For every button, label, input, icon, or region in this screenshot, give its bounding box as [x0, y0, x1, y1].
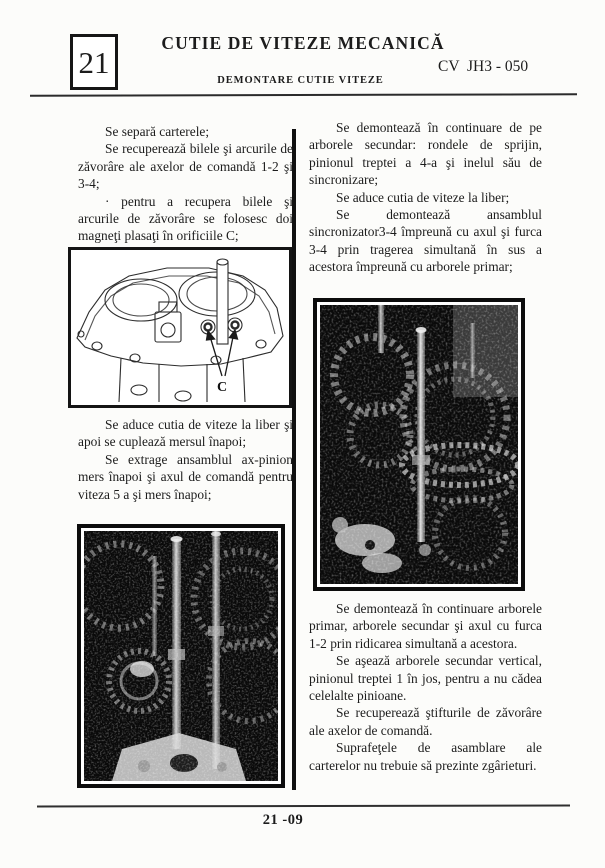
paragraph: Se demontează în continuare arborele primar, arborele secundar şi axul cu furca 1-2 prin ridicarea simultană a acestora. [309, 601, 542, 651]
right-column-top-text [309, 119, 542, 276]
gearbox-photo-right [320, 305, 518, 584]
page-title: CUTIE DE VITEZE MECANICĂ [161, 33, 445, 53]
paragraph: Se demontează ansamblul sincronizator3-4 împreună cu axul şi furca 3-4 prin tragerea simultană în sus a acestora împreună cu arborele primar; [309, 207, 542, 275]
gearbox-line-drawing-figure [68, 247, 292, 408]
paragraph: Se demontează în continuare de pe arborele secundar: rondele de sprijin, pinionul treptei a 4-a şi inelul său de sincronizare; [309, 120, 542, 188]
left-column-bottom-text [78, 416, 293, 503]
header-rule [30, 93, 577, 96]
paragraph: Se aduce cutia de viteze la liber şi apoi se cuplează mersul înapoi; [78, 417, 293, 450]
footer-rule [37, 805, 570, 808]
right-column-bottom-text [309, 600, 542, 774]
paragraph: Se separă carterele; [105, 124, 210, 139]
doc-code: CV JH3 - 050 [438, 58, 529, 75]
paragraph: Suprafeţele de asamblare ale carterelor nu trebuie să prezinte zgârieturi. [309, 740, 542, 773]
paragraph: · pentru a recupera bilele şi arcurile de zăvorâre se folosesc doi magneţi plasaţi în orificiile C; [78, 193, 293, 244]
figure1-label-c: C [217, 380, 228, 395]
gearbox-line-drawing [71, 250, 289, 405]
paragraph: Se extrage ansamblul ax-pinion mers înapoi şi axul de comandă pentru viteza 5 a şi mers înapoi; [78, 451, 293, 502]
gearbox-photo-left [84, 531, 278, 781]
chapter-number-box [70, 34, 118, 90]
doc-subtitle: DEMONTARE CUTIE VITEZE [217, 75, 384, 86]
paragraph: Se aşează arborele secundar vertical, pinionul treptei 1 în jos, pentru a nu cădea celelalte pinioane. [309, 653, 542, 704]
chapter-number: 21 [78, 44, 110, 80]
gearbox-photo-left-figure [77, 524, 285, 788]
gearbox-photo-right-figure [313, 298, 525, 591]
paragraph: Se aduce cutia de viteze la liber; [336, 189, 510, 205]
left-column-top-text [78, 123, 293, 245]
page-number: 21 -09 [262, 812, 304, 828]
paragraph: Se recuperează bilele şi arcurile de zăvorâre ale axelor de comandă 1-2 şi 3-4; [78, 141, 293, 192]
paragraph: Se recuperează ştifturile de zăvorâre ale axelor de comandă. [309, 705, 542, 738]
